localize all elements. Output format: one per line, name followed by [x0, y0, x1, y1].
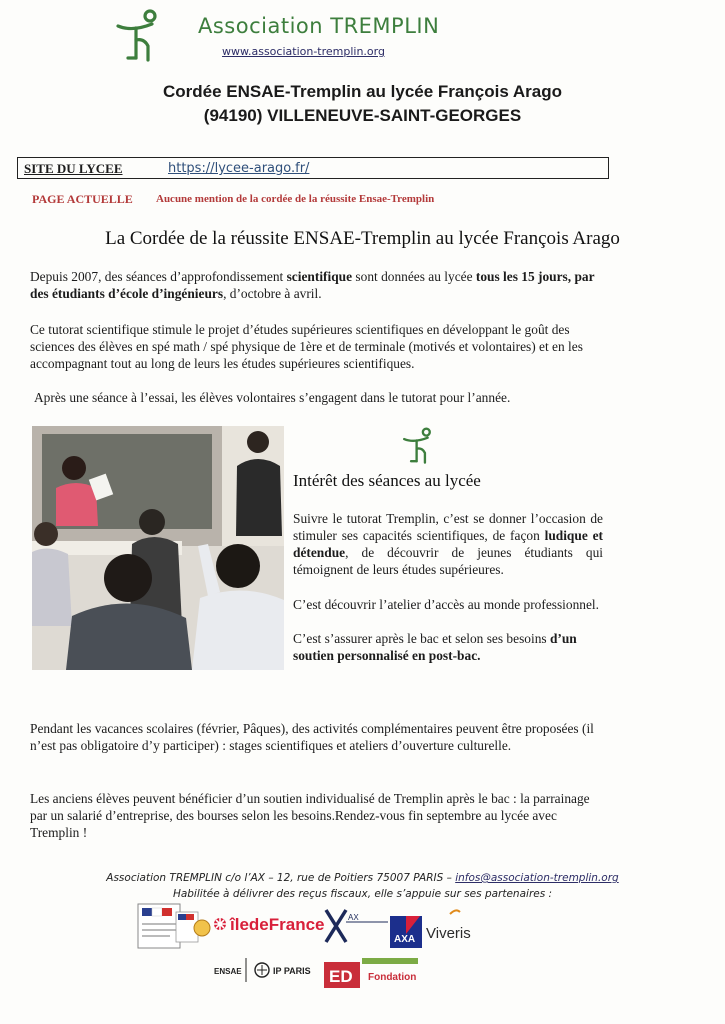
- p1-bold-scientific: scientifique: [286, 269, 353, 284]
- ax-logo: [326, 910, 388, 942]
- ipparis-label: IP PARIS: [273, 966, 311, 976]
- main-title: La Cordée de la réussite ENSAE-Tremplin au lycée François Arago: [105, 228, 620, 249]
- ensae-logo: [214, 958, 246, 982]
- intro-paragraph: [30, 268, 595, 302]
- footer-email-link[interactable]: infos@association-tremplin.org: [455, 872, 619, 884]
- holidays-paragraph: Pendant les vacances scolaires (février, Pâques), des activités complémentaires peuvent être proposées (il n’est pas obligatoire d’y participer) : stages scientifiques et ateliers d’ouverture culturelle.: [30, 721, 594, 753]
- footer-address: [0, 872, 725, 884]
- fondation-label: Fondation: [368, 972, 417, 983]
- p1-text: Depuis 2007, des séances d’approfondissement: [30, 269, 287, 284]
- ed-label: ED: [329, 967, 353, 986]
- ensae-label: ENSAE: [214, 967, 242, 976]
- s1-bold: ludique et détendue: [293, 528, 603, 560]
- s3-bold: d’un soutien personnalisé en post-bac.: [293, 631, 577, 663]
- alumni-paragraph: Les anciens élèves peuvent bénéficier d’un soutien individualisé de Tremplin après le bac : la parrainage par un salarié d’entreprise, des bourses selon les besoins.Rendez-vous fin septembre au lycée avec Tremplin !: [30, 791, 590, 840]
- site-label: SITE DU LYCEE: [24, 161, 123, 176]
- interest-paragraph-3: [293, 630, 603, 664]
- interest-paragraph-2: C’est découvrir l’atelier d’accès au monde professionnel.: [293, 597, 600, 612]
- interest-paragraph-1: [293, 510, 603, 578]
- cordee-title: Cordée ENSAE-Tremplin au lycée François Arago: [163, 82, 562, 101]
- ax-label: AX: [348, 913, 359, 922]
- s1-text-2: , de découvrir de jeunes étudiants qui témoignent de leurs études supérieures.: [293, 545, 603, 577]
- tutoring-paragraph: Ce tutorat scientifique stimule le projet d’études supérieures scientifiques en développant le goût des sciences des élèves en spé math / spé physique de 1ère et de terminale (motivés et volontaires) et en les accompagnant tout au long de leurs les études supérieures scientifiques.: [30, 322, 583, 371]
- axa-logo: [390, 916, 422, 948]
- academie-logo: [176, 912, 210, 942]
- viveris-logo: [426, 910, 471, 942]
- footer-partners-note: Habilitée à délivrer des reçus fiscaux, elle s’appuie sur ses partenaires :: [172, 888, 553, 900]
- ed-fondation-logo: [324, 958, 418, 988]
- org-name: Association TREMPLIN: [198, 14, 440, 38]
- axa-label: AXA: [394, 934, 416, 945]
- s3-text: C’est s’assurer après le bac et selon ses besoins: [293, 631, 550, 646]
- interest-title: Intérêt des séances au lycée: [293, 471, 481, 490]
- ipparis-logo: [255, 963, 311, 977]
- republique-logo: [138, 904, 180, 948]
- page-status-label: PAGE ACTUELLE: [32, 192, 133, 206]
- p1-text-3: , d’octobre à avril.: [223, 286, 322, 301]
- tremplin-small-logo-icon: [400, 426, 436, 466]
- footer-address-text: Association TREMPLIN c/o l’AX – 12, rue de Poitiers 75007 PARIS –: [106, 872, 456, 884]
- p1-bold-frequency: tous les 15 jours, par des étudiants d’école d’ingénieurs: [30, 269, 595, 301]
- partners-logo-row: [0, 902, 725, 952]
- s1-text: Suivre le tutorat Tremplin, c’est se donner l’occasion de stimuler ses capacités scientifiques, de façon: [293, 511, 603, 543]
- partners-logo-row-2: [0, 954, 725, 994]
- p1-text-2: sont données au lycée: [352, 269, 476, 284]
- org-url-link[interactable]: www.association-tremplin.org: [222, 45, 385, 58]
- classroom-photo: [32, 426, 284, 670]
- cordee-location: (94190) VILLENEUVE-SAINT-GEORGES: [203, 106, 522, 125]
- iledefrance-logo: [214, 915, 325, 934]
- viveris-label: Viveris: [426, 925, 471, 942]
- site-url-link[interactable]: https://lycee-arago.fr/: [168, 161, 310, 176]
- page-status-note: Aucune mention de la cordée de la réussite Ensae-Tremplin: [156, 193, 435, 205]
- tremplin-logo-icon: [112, 8, 164, 64]
- iledefrance-label: îledeFrance: [230, 915, 325, 934]
- trial-paragraph: Après une séance à l’essai, les élèves volontaires s’engagent dans le tutorat pour l’année.: [34, 390, 511, 405]
